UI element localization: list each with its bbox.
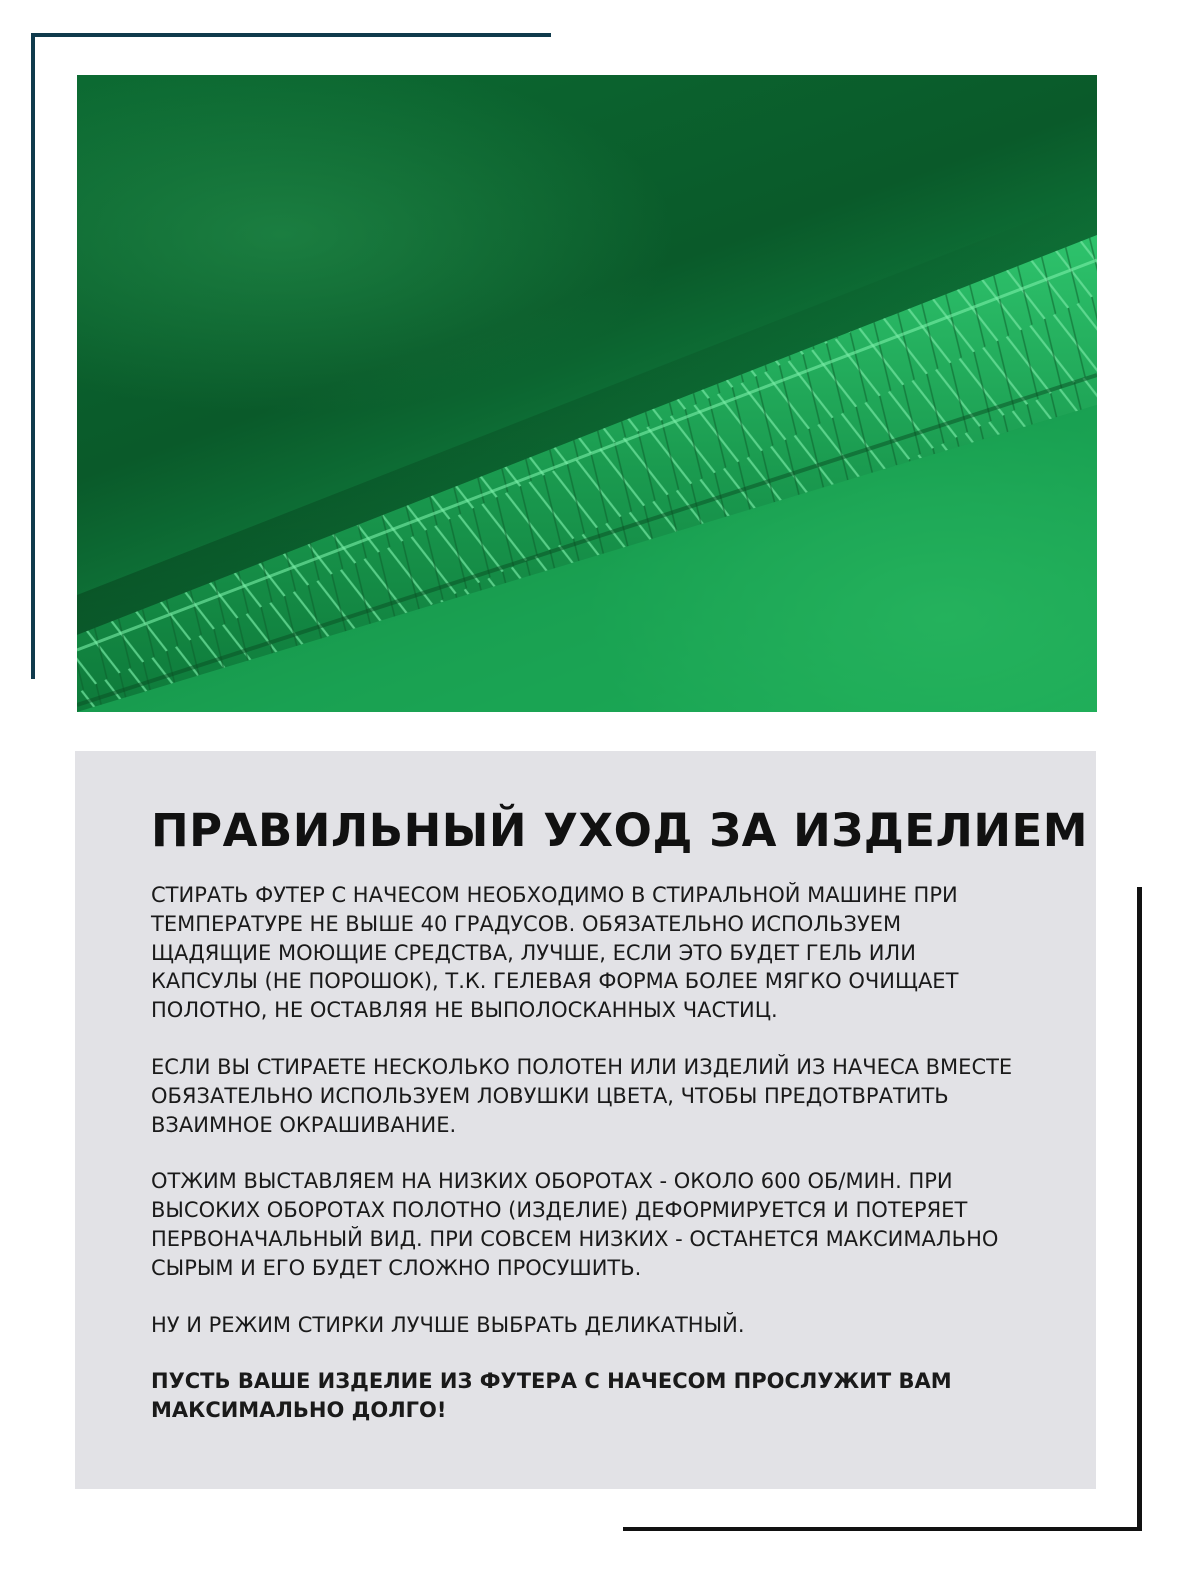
care-instructions-text xyxy=(151,881,1021,1425)
frame-line-bottom xyxy=(623,1527,1142,1531)
paragraph-mode: НУ И РЕЖИМ СТИРКИ ЛУЧШЕ ВЫБРАТЬ ДЕЛИКАТНЫЙ. xyxy=(151,1312,745,1337)
frame-line-left xyxy=(31,33,35,679)
care-instructions-panel xyxy=(75,751,1096,1489)
page-title: ПРАВИЛЬНЫЙ УХОД ЗА ИЗДЕЛИЕМ xyxy=(151,804,1089,857)
closing-statement: ПУСТЬ ВАШЕ ИЗДЕЛИЕ ИЗ ФУТЕРА С НАЧЕСОМ ПРОСЛУЖИТ ВАМ МАКСИМАЛЬНО ДОЛГО! xyxy=(151,1369,952,1423)
frame-line-right xyxy=(1137,887,1142,1531)
fabric-seam-photo xyxy=(77,75,1097,712)
frame-line-top xyxy=(31,33,551,37)
paragraph-color-traps: ЕСЛИ ВЫ СТИРАЕТЕ НЕСКОЛЬКО ПОЛОТЕН ИЛИ ИЗДЕЛИЙ ИЗ НАЧЕСА ВМЕСТЕ ОБЯЗАТЕЛЬНО ИСПОЛЬЗУЕМ ЛОВУШКИ ЦВЕТА, ЧТОБЫ ПРЕДОТВРАТИТЬ ВЗАИМНОЕ ОКРАШИВАНИЕ. xyxy=(151,1054,1013,1137)
paragraph-washing: СТИРАТЬ ФУТЕР С НАЧЕСОМ НЕОБХОДИМО В СТИРАЛЬНОЙ МАШИНЕ ПРИ ТЕМПЕРАТУРЕ НЕ ВЫШЕ 40 ГРАДУСОВ. ОБЯЗАТЕЛЬНО ИСПОЛЬЗУЕМ ЩАДЯЩИЕ МОЮЩИЕ СРЕДСТВА, ЛУЧШЕ, ЕСЛИ ЭТО БУДЕТ ГЕЛЬ ИЛИ КАПСУЛЫ (НЕ ПОРОШОК), Т.К. ГЕЛЕВАЯ ФОРМА БОЛЕЕ МЯГКО ОЧИЩАЕТ ПОЛОТНО, НЕ ОСТАВЛЯЯ НЕ ВЫПОЛОСКАННЫХ ЧАСТИЦ. xyxy=(151,883,959,1023)
paragraph-spin: ОТЖИМ ВЫСТАВЛЯЕМ НА НИЗКИХ ОБОРОТАХ - ОКОЛО 600 ОБ/МИН. ПРИ ВЫСОКИХ ОБОРОТАХ ПОЛОТНО (ИЗДЕЛИЕ) ДЕФОРМИРУЕТСЯ И ПОТЕРЯЕТ ПЕРВОНАЧАЛЬНЫЙ ВИД. ПРИ СОВСЕМ НИЗКИХ - ОСТАНЕТСЯ МАКСИМАЛЬНО СЫРЫМ И ЕГО БУДЕТ СЛОЖНО ПРОСУШИТЬ. xyxy=(151,1169,999,1280)
